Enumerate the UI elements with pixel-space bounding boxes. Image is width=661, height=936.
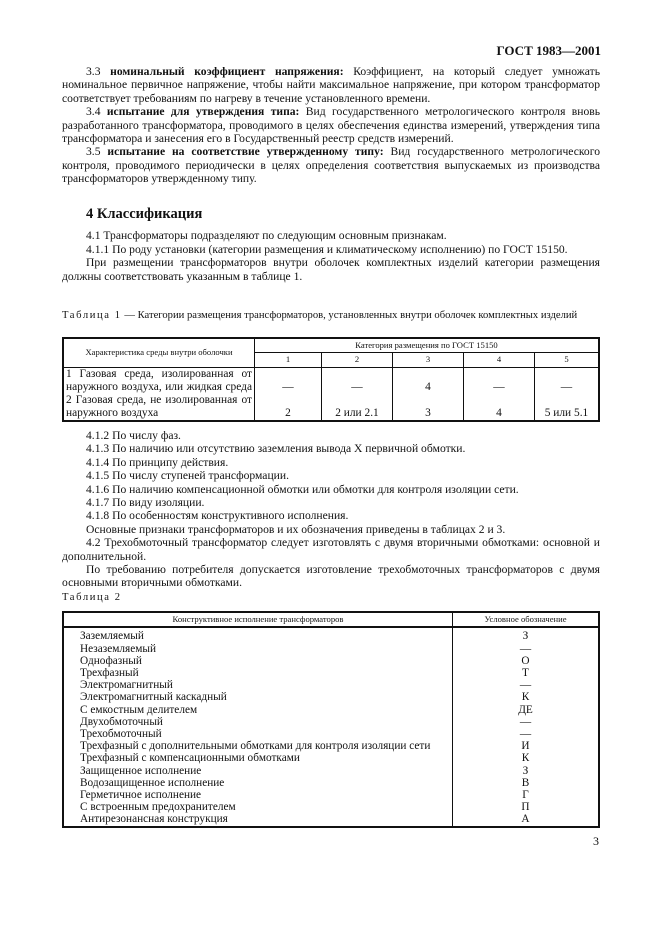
list-item: 4.1.5 По числу ступеней трансформации. xyxy=(86,469,289,483)
table1-col-header: Характеристика среды внутри оболочки xyxy=(63,338,255,367)
document-header: ГОСТ 1983—2001 xyxy=(496,43,601,58)
table-cell: 2 Газовая среда, не изолированная от наружного воздуха xyxy=(63,394,255,421)
symbol-cell: П xyxy=(453,801,600,813)
design-cell: Водозащищенное исполнение xyxy=(63,777,453,789)
table-cell: — xyxy=(464,367,535,394)
table-cell: 1 Газовая среда, изолированная от наружного воздуха, или жидкая среда xyxy=(63,367,255,394)
table1-col: 4 xyxy=(464,353,535,367)
symbol-cell: О xyxy=(453,655,600,667)
table-row xyxy=(63,789,599,801)
design-cell: Герметичное исполнение xyxy=(63,789,453,801)
list-item: 4.1.2 По числу фаз. xyxy=(86,429,181,442)
section-title: 4 Классификация xyxy=(86,206,203,222)
symbol-cell: К xyxy=(453,691,600,703)
symbol-cell: В xyxy=(453,777,600,789)
list-item: Основные признаки трансформаторов и их обозначения приведены в таблицах 2 и 3. xyxy=(86,522,506,536)
table-row xyxy=(63,765,599,777)
design-cell: С емкостным делителем xyxy=(63,704,453,716)
table2-header-design: Конструктивное исполнение трансформаторов xyxy=(63,612,453,627)
design-cell: Антирезонансная конструкция xyxy=(63,813,453,826)
table-cell: 4 xyxy=(393,367,464,394)
symbol-cell: — xyxy=(453,679,600,691)
symbol-cell: А xyxy=(453,813,600,826)
design-cell: Трехфазный с дополнительными обмотками для контроля изоляции сети xyxy=(63,740,453,752)
table-row xyxy=(63,704,599,716)
table-cell: 2 или 2.1 xyxy=(322,394,393,421)
table-cell: 3 xyxy=(393,394,464,421)
page-number: 3 xyxy=(593,834,599,848)
table-row xyxy=(63,679,599,691)
symbol-cell: К xyxy=(453,752,600,764)
classification-items xyxy=(62,429,600,590)
list-item: 4.1.4 По принципу действия. xyxy=(86,455,229,469)
design-cell: Двухобмоточный xyxy=(63,716,453,728)
section-4 xyxy=(62,208,600,283)
table-row xyxy=(63,394,599,421)
design-cell: Электромагнитный каскадный xyxy=(63,691,453,703)
paragraph-request: По требованию потребителя допускается изготовление трехобмоточных трансформаторов с двумя основными вторичными обмотками. xyxy=(62,563,600,590)
design-cell: Трехобмоточный xyxy=(63,728,453,740)
table1-col: 2 xyxy=(322,353,393,367)
table-row xyxy=(63,777,599,789)
paragraph-4-1-1: 4.1.1 По роду установки (категории размещения и климатическому исполнению) по ГОСТ 15150. xyxy=(86,242,568,256)
table1-caption: Таблица 1 — Категории размещения трансформаторов, установленных внутри оболочек комплектных изделий xyxy=(62,310,578,321)
list-item: 4.1.8 По особенностям конструктивного исполнения. xyxy=(86,509,349,523)
table-2 xyxy=(62,611,600,828)
symbol-cell: ДЕ xyxy=(453,704,600,716)
symbol-cell: И xyxy=(453,740,600,752)
table2-caption: Таблица 2 xyxy=(62,592,122,603)
design-cell: Заземляемый xyxy=(63,627,453,642)
table-1 xyxy=(62,337,600,422)
design-cell: Незаземляемый xyxy=(63,643,453,655)
table1-group-header: Категория размещения по ГОСТ 15150 xyxy=(255,338,600,353)
design-cell: С встроенным предохранителем xyxy=(63,801,453,813)
list-item: 4.1.6 По наличию компенсационной обмотки или обмотки для контроля изоляции сети. xyxy=(86,482,519,496)
table-row xyxy=(63,740,599,752)
table2-header-symbol: Условное обозначение xyxy=(453,612,600,627)
table-row xyxy=(63,667,599,679)
table-row xyxy=(63,813,599,826)
symbol-cell: Г xyxy=(453,789,600,801)
table-row xyxy=(63,752,599,764)
table-cell: — xyxy=(322,367,393,394)
definition-3-3: 3.3 номинальный коэффициент напряжения: Коэффициент, на который следует умножать номинальное первичное напряжение, чтобы найти максимальное напряжение, при котором трансформатор соответствует требованиям по нагреву в течение установленного времени. xyxy=(62,65,600,105)
list-item: 4.1.7 По виду изоляции. xyxy=(86,496,205,510)
symbol-cell: З xyxy=(453,627,600,642)
table1-col: 5 xyxy=(535,353,600,367)
symbol-cell: — xyxy=(453,643,600,655)
table-cell: 2 xyxy=(255,394,322,421)
definitions xyxy=(62,65,600,186)
symbol-cell: З xyxy=(453,765,600,777)
paragraph-placement: При размещении трансформаторов внутри оболочек комплектных изделий категории размещения должны соответствовать указанным в таблице 1. xyxy=(62,256,600,283)
symbol-cell: — xyxy=(453,728,600,740)
table1-col: 3 xyxy=(393,353,464,367)
definition-3-4: 3.4 испытание для утверждения типа: Вид государственного метрологического контроля вновь разработанного трансформатора, проводимого в целях обеспечения единства измерений, утверждения типа трансформатора и занесения его в Государственный реестр средств измерений. xyxy=(62,105,601,146)
definition-3-5: 3.5 испытание на соответствие утвержденному типу: Вид государственного метрологического контроля, проводимого периодически в целях определения соответствия выпускаемых из производства трансформаторов утвержденному типу. xyxy=(62,145,600,186)
list-item: 4.1.3 По наличию или отсутствию заземления вывода Х первичной обмотки. xyxy=(86,442,466,456)
design-cell: Однофазный xyxy=(63,655,453,667)
table-row xyxy=(63,627,599,642)
design-cell: Защищенное исполнение xyxy=(63,765,453,777)
table-row xyxy=(63,801,599,813)
table-row xyxy=(63,367,599,394)
symbol-cell: — xyxy=(453,716,600,728)
design-cell: Трехфазный xyxy=(63,667,453,679)
paragraph-4-1: 4.1 Трансформаторы подразделяют по следующим основным признакам. xyxy=(86,229,447,243)
table-cell: — xyxy=(255,367,322,394)
design-cell: Электромагнитный xyxy=(63,679,453,691)
table-row xyxy=(63,716,599,728)
table-row xyxy=(63,655,599,667)
paragraph-4-2: 4.2 Трехобмоточный трансформатор следует изготовлять с двумя вторичными обмотками: основной и дополнительной. xyxy=(62,536,600,563)
design-cell: Трехфазный с компенсационными обмотками xyxy=(63,752,453,764)
table-cell: — xyxy=(535,367,600,394)
symbol-cell: Т xyxy=(453,667,600,679)
table-row xyxy=(63,728,599,740)
table-row xyxy=(63,691,599,703)
table-cell: 5 или 5.1 xyxy=(535,394,600,421)
table-row xyxy=(63,643,599,655)
table-cell: 4 xyxy=(464,394,535,421)
table1-col: 1 xyxy=(255,353,322,367)
